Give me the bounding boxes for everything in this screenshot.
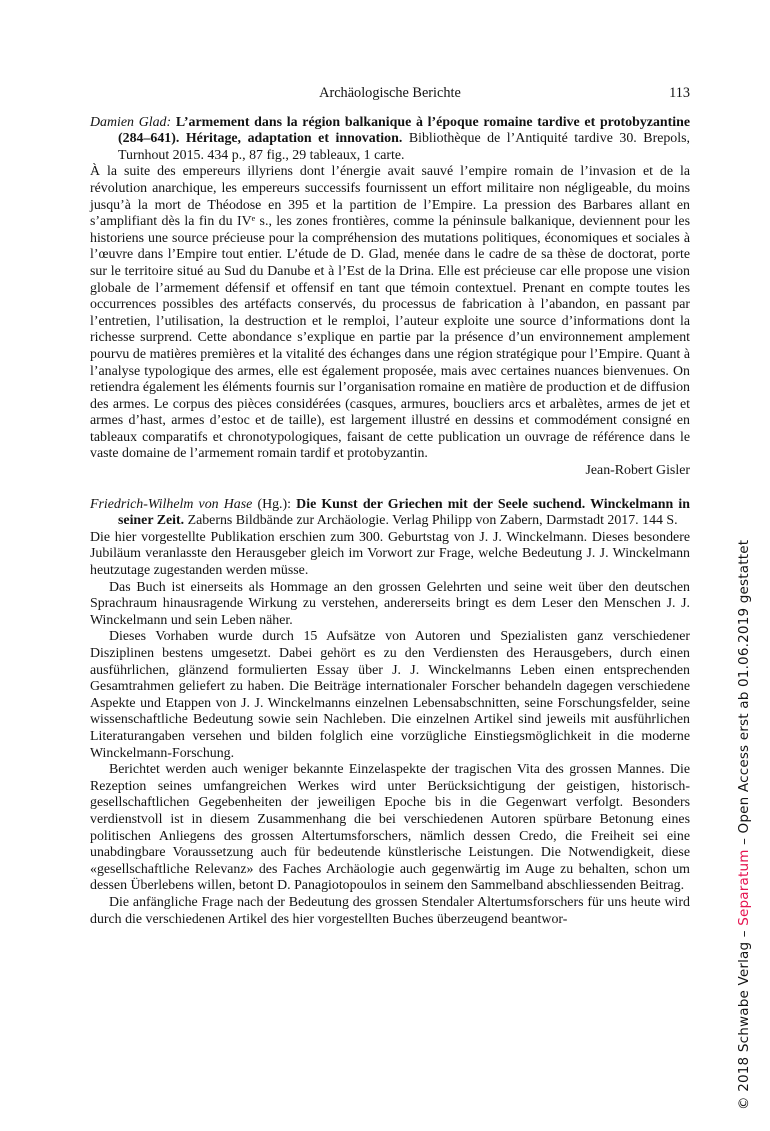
open-access-text: – Open Access erst ab 01.06.2019 gestattet <box>736 539 752 850</box>
page-number: 113 <box>669 85 690 101</box>
reviewer-signature: Jean-Robert Gisler <box>585 463 690 479</box>
journal-title: Archäologische Berichte <box>319 85 461 101</box>
review-von-hase <box>90 497 690 928</box>
review-paragraph: Die anfängliche Frage nach der Bedeutung des grossen Stendaler Altertumsforschers für uns heute wird durch die verschiedenen Artikel des hier vorgestellten Buches überzeugend beantwor- <box>90 894 690 927</box>
copyright-sidebar <box>736 496 758 1110</box>
citation-author: Damien Glad: <box>90 114 176 130</box>
review-paragraph: Dieses Vorhaben wurde durch 15 Aufsätze von Autoren und Spezialisten ganz verschiedener Disziplinen bestens umgesetzt. Dabei gehört es zu den Verdiensten des Herausgebers, durch einen ausführlichen, glänzend formulierten Essay über J. J. Winckelmanns Leben einen entsprechenden Gesamtrahmen geliefert zu haben. Die Beiträge internationaler Forscher behandeln dagegen verschiedene Aspekte und Etappen von J. J. Winckelmanns einzelnen Lebensabschnitten, seine Forschungsfelder, seine wissenschaftliche Bedeutung sowie sein Nachleben. Die einzelnen Artikel sind jeweils mit ausführlichen Literaturangaben versehen und bilden folglich eine vorzügliche Einstiegsmöglichkeit in die moderne Winckelmann-Forschung. <box>90 629 690 761</box>
separatum-label: Separatum <box>736 849 752 926</box>
citation-author: Friedrich-Wilhelm von Hase <box>90 496 258 512</box>
review-paragraph: Berichtet werden auch weniger bekannte Einzelaspekte der tragischen Vita des grossen Mannes. Die Rezeption seines umfangreichen Werkes wird unter Berücksichtigung der geistigen, historisch-gesellschaftlichen Gegebenheiten der jeweiligen Epoche bis in die Gegenwart verfolgt. Besonders verdienstvoll ist in diesem Zusammenhang die bei verschiedenen Autoren spürbare Betonung eines politischen Anliegens des grossen Altertumsforschers, nämlich dessen Credo, die Freiheit sei eine unabdingbare Voraussetzung auch für bedeutende künstlerische Leistungen. Die Notwendigkeit, diese «gesellschaftliche Relevanz» des Faches Archäologie auch gegenwärtig im Auge zu behalten, schon um dessen Überlebens willen, betont D. Panagiotopoulos in seinem den Sammelband abschliessenden Beitrag. <box>90 762 690 894</box>
book-citation <box>90 115 690 165</box>
citation-details: Zaberns Bildbände zur Archäologie. Verlag Philipp von Zabern, Darmstadt 2017. 144 S. <box>187 513 678 529</box>
review-paragraph: Die hier vorgestellte Publikation erschien zum 300. Geburtstag von J. J. Winckelmann. Dieses besondere Jubiläum veranlasste den Herausgeber gleich im Vorwort zur Frage, welche Bedeutung J. J. Winckelmann heutzutage zugestanden werden müsse. <box>90 529 690 579</box>
running-header <box>90 85 690 102</box>
citation-book-title: L’armement dans la région balkanique à l’époque romaine tardive et protobyzantine (284–641). Héritage, adaptation et innovation. <box>118 114 690 147</box>
review-paragraph: Das Buch ist einerseits als Hommage an den grossen Gelehrten und seine weit über den deutschen Sprachraum hinausragende Wirkung zu verstehen, andererseits bringt es dem Leser den Menschen J. J. Winckelmann und sein Leben näher. <box>90 579 690 628</box>
text-column <box>90 85 690 928</box>
citation-editor-note: (Hg.): <box>257 496 297 512</box>
citation-details: Bibliothèque de l’Antiquité tardive 30. Brepols, Turnhout 2015. 434 p., 87 fig., 29 tableaux, 1 carte. <box>118 131 690 163</box>
review-glad <box>90 115 690 480</box>
copyright-text: © 2018 Schwabe Verlag – <box>736 925 752 1110</box>
review-paragraph: À la suite des empereurs illyriens dont l’énergie avait sauvé l’empire romain de l’invasion et de la révolution anarchique, les empereurs successifs fournissent un effort militaire non négligeable, du moins jusqu’à la mort de Théodose en 395 et la partition de l’Empire. La pression des Barbares allant en s’amplifiant dès la fin du IVᵉ s., les zones frontières, comme la péninsule balkanique, deviennent pour les historiens une source précieuse pour la compréhension des mutations politiques, économiques et sociales à l’œuvre dans l’Empire tout entier. L’étude de D. Glad, menée dans le cadre de sa thèse de doctorat, porte sur le territoire situé au Sud du Danube et à l’Est de la Drina. Elle est précieuse car elle propose une vision globale de l’armement défensif et offensif en tant que témoin contextuel. Prenant en compte toutes les occurrences possibles des artéfacts conservés, du processus de fabrication à l’abandon, en passant par l’entretien, l’utilisation, la destruction et le remploi, l’auteur exploite une source d’informations dont la richesse surprend. Cette abondance s’explique en partie par la présence d’un environnement amplement pourvu de matières premières et la vitalité des échanges dans une région stratégique pour l’Empire. Quant à l’analyse typologique des armes, elle est également proposée, mais avec certaines nuances bienvenues. On retiendra également les éléments fournis sur l’organisation romaine en matière de production et de diffusion des armes. Le corpus des pièces considérées (casques, armures, boucliers arcs et arbalètes, armes de jet et armes d’hast, armes d’estoc et de taille), est largement illustré en dessins et commodément consigné en tableaux comparatifs et chronotypologiques, faisant de cette publication un ouvrage de référence dans le vaste domaine de l’armement romain tardif et protobyzantin. <box>90 164 690 462</box>
citation-book-title: Die Kunst der Griechen mit der Seele suchend. Winckelmann in seiner Zeit. <box>118 496 690 529</box>
book-citation <box>90 497 690 530</box>
